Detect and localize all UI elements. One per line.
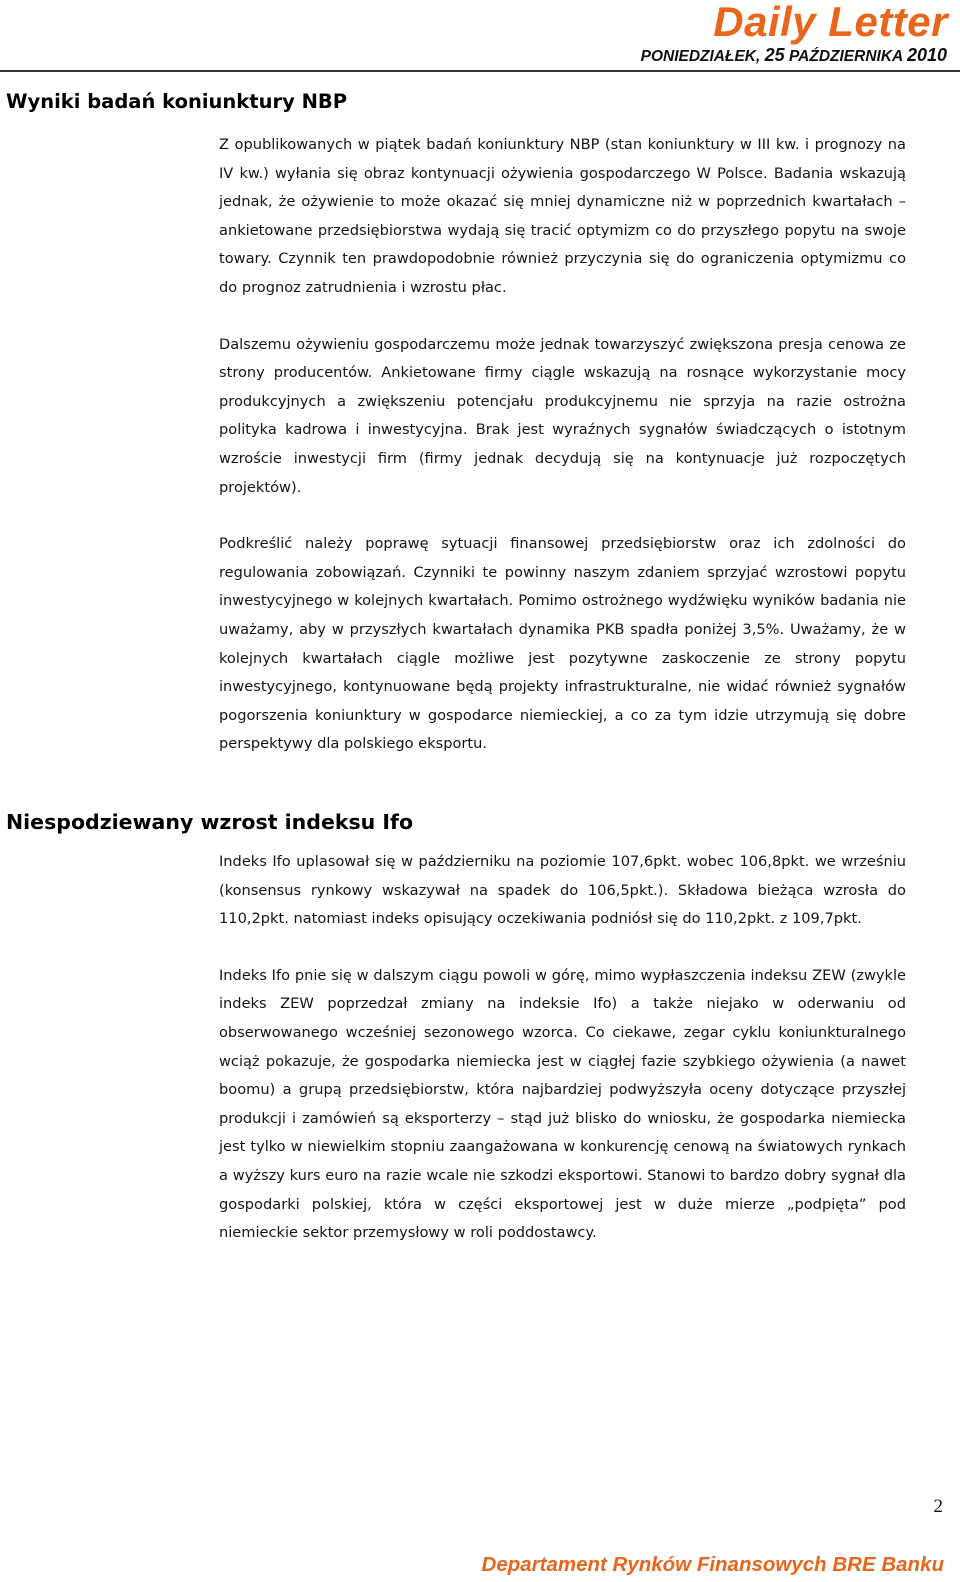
header-divider: [0, 70, 960, 72]
paragraph: Podkreślić należy poprawę sytuacji finansowej przedsiębiorstw oraz ich zdolności do regulowania zobowiązań. Czynniki te powinny naszym zdaniem sprzyjać wzrostowi popytu inwestycyjnego w kolejnych kwartałach. Pomimo ostrożnego wydźwięku wyników badania nie uważamy, aby w przyszłych kwartałach dynamika PKB spadła poniżej 3,5%. Uważamy, że w kolejnych kwartałach ciągle możliwe jest pozytywne zaskoczenie ze strony popytu inwestycyjnego, kontynuowane będą projekty infrastrukturalne, nie widać również sygnałów pogorszenia koniunktury w gospodarce niemieckiej, a co za tym idzie utrzymują się dobre perspektywy dla polskiego eksportu.: [219, 535, 906, 753]
paragraph: Indeks Ifo pnie się w dalszym ciągu powoli w górę, mimo wypłaszczenia indeksu ZEW (zwykle indeks ZEW poprzedzał zmiany na indeksie Ifo) a także niejako w oderwaniu od obserwowanego wcześniej sezonowego wzorca. Co ciekawe, zegar cyklu koniunkturalnego wciąż pokazuje, że gospodarka niemiecka jest w ciągłej fazie szybkiego ożywienia (a nawet boomu) a grupą przedsiębiorstw, która najbardziej podwyższyła oceny dotyczące przyszłej produkcji i zamówień są eksporterzy – stąd już blisko do wniosku, że gospodarka niemiecka jest tylko w niewielkim stopniu zaangażowana w konkurencję cenową na światowych rynkach a wyższy kurs euro na razie wcale nie szkodzi eksportowi. Stanowi to bardzo dobry sygnał dla gospodarki polskiej, która w części eksportowej jest w duże mierze „podpięta” pod niemieckie sektor przemysłowy w roli poddostawcy.: [219, 966, 906, 1242]
section-body-nbp: [219, 131, 906, 787]
paragraph: Z opublikowanych w piątek badań koniunktury NBP (stan koniunktury w III kw. i prognozy na IV kw.) wyłania się obraz kontynuacji ożywienia gospodarczego W Polsce. Badania wskazują jednak, że ożywienie to może okazać się mniej dynamiczne niż w poprzednich kwartałach – ankietowane przedsiębiorstwa wydają się tracić optymizm co do przyszłego popytu na swoje towary. Czynnik ten prawdopodobnie również przyczynia się do ograniczenia optymizmu co do prognoz zatrudnienia i wzrostu płac.: [219, 136, 906, 296]
page-number: 2: [933, 1496, 943, 1517]
issue-date-weekday: PONIEDZIAŁEK,: [640, 48, 761, 65]
issue-date-day: 25: [764, 45, 785, 65]
issue-date-year: 2010: [906, 45, 947, 65]
issue-date: [641, 45, 947, 66]
paragraph: Dalszemu ożywieniu gospodarczemu może jednak towarzyszyć zwiększona presja cenowa ze strony producentów. Ankietowane firmy ciągle wskazują na rosnące wykorzystanie mocy produkcyjnych a zwiększeniu potencjału produkcyjnemu nie sprzyja na razie ostrożna polityka kadrowa i inwestycyjna. Brak jest wyraźnych sygnałów świadczących o istotnym wzroście inwestycji firm (firmy jednak decydują się na kontynuacje już rozpoczętych projektów).: [219, 335, 906, 496]
section-title-nbp: Wyniki badań koniunktury NBP: [6, 90, 348, 113]
brand-title: Daily Letter: [713, 0, 948, 45]
section-title-ifo: Niespodziewany wzrost indeksu Ifo: [6, 810, 414, 834]
section-body-ifo: [219, 848, 906, 1276]
paragraph: Indeks Ifo uplasował się w październiku na poziomie 107,6pkt. wobec 106,8pkt. we wrześniu (konsensus rynkowy wskazywał na spadek do 106,5pkt.). Składowa bieżąca wzrosła do 110,2pkt. natomiast indeks opisujący oczekiwania podniósł się do 110,2pkt. z 109,7pkt.: [219, 853, 906, 928]
footer-department: Departament Rynków Finansowych BRE Banku: [481, 1553, 944, 1576]
issue-date-month: PAŹDZIERNIKA: [788, 48, 903, 65]
